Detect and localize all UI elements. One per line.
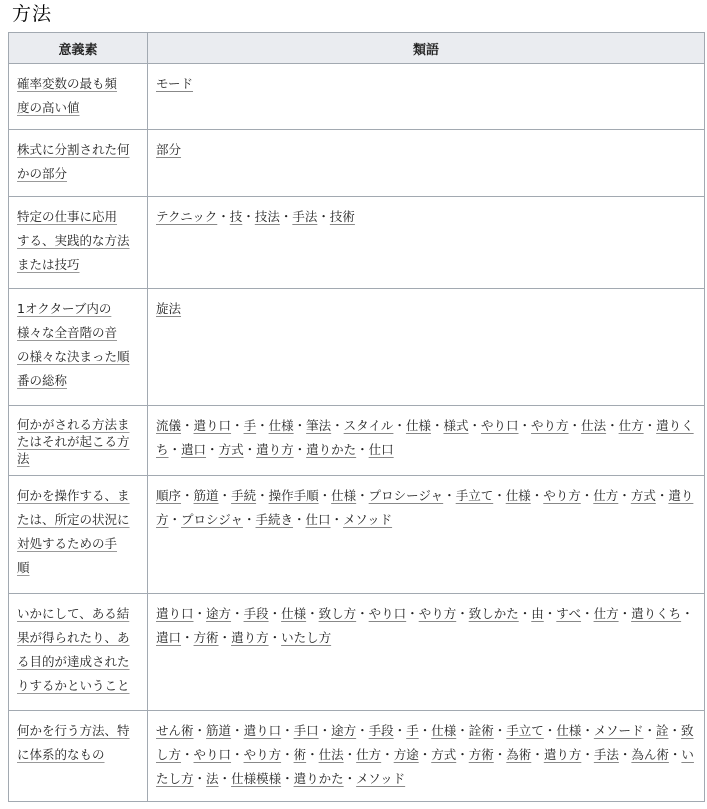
table-header-row	[9, 33, 705, 64]
separator: ・	[668, 747, 682, 762]
separator: ・	[330, 512, 344, 527]
synonym-link[interactable]: 法	[206, 771, 219, 786]
separator: ・	[331, 418, 344, 433]
separator: ・	[231, 723, 244, 738]
synonym-link[interactable]: 方式	[431, 747, 457, 762]
synonym-link[interactable]: せん術	[156, 723, 194, 738]
synonym-link[interactable]: 手法	[593, 747, 619, 762]
separator: ・	[306, 606, 319, 621]
separator: ・	[580, 488, 594, 503]
synonym-link[interactable]: 部分	[156, 142, 182, 157]
separator: ・	[581, 723, 594, 738]
meaning-cell	[9, 64, 148, 130]
synonym-link[interactable]: 途方	[331, 723, 357, 738]
synonym-link[interactable]: やり方	[543, 488, 581, 503]
separator: ・	[456, 747, 469, 762]
synonym-link[interactable]: プロシジャ	[181, 512, 243, 527]
synonym-link[interactable]: 遣りかた	[306, 442, 357, 457]
separator: ・	[193, 771, 207, 786]
synonym-link[interactable]: 手段	[243, 606, 269, 621]
separator: ・	[668, 723, 682, 738]
synonym-link[interactable]: やり口	[368, 606, 407, 621]
separator: ・	[393, 723, 407, 738]
synonym-link[interactable]: 手	[406, 723, 419, 738]
meaning-cell	[9, 289, 148, 406]
synonym-link[interactable]: 方術	[468, 747, 494, 762]
meaning-text: る目的が達成された	[17, 654, 130, 669]
separator: ・	[430, 418, 444, 433]
synonym-link[interactable]: 為ん術	[631, 747, 669, 762]
meaning-cell	[9, 476, 148, 594]
separator: ・	[279, 209, 293, 224]
separator: ・	[493, 488, 506, 503]
synonyms-cell	[148, 594, 705, 711]
separator: ・	[543, 606, 557, 621]
synonym-link[interactable]: 遣りくち	[631, 606, 682, 621]
meaning-text: 法	[17, 451, 30, 466]
synonym-link[interactable]: 旋法	[156, 301, 182, 316]
separator: ・	[168, 442, 182, 457]
separator: ・	[518, 606, 532, 621]
synonym-link[interactable]: 仕様	[405, 418, 431, 433]
synonym-link[interactable]: 詮	[656, 723, 669, 738]
separator: ・	[243, 442, 257, 457]
separator: ・	[242, 209, 255, 224]
synonym-link[interactable]: 遣り方	[156, 488, 694, 527]
synonym-link[interactable]: やり口	[481, 418, 519, 433]
synonym-link[interactable]: 技術	[329, 209, 355, 224]
separator: ・	[393, 418, 406, 433]
table-body	[9, 64, 705, 802]
synonyms-cell	[148, 711, 705, 802]
synonym-link[interactable]: 遣り方	[231, 630, 269, 645]
meaning-text: 特定の仕事に応用	[17, 209, 118, 224]
synonyms-cell	[148, 406, 705, 476]
synonym-link[interactable]: 遣り口	[156, 606, 194, 621]
separator: ・	[643, 418, 657, 433]
meaning-text: 確率変数の最も頻	[17, 76, 118, 91]
separator: ・	[655, 488, 669, 503]
separator: ・	[193, 606, 207, 621]
column-header-synonyms: 類語	[148, 33, 705, 64]
separator: ・	[618, 747, 632, 762]
synonym-link[interactable]: 手段	[368, 723, 394, 738]
synonym-link[interactable]: 遣口	[181, 442, 207, 457]
separator: ・	[193, 723, 207, 738]
separator: ・	[281, 771, 294, 786]
synonym-link[interactable]: プロシージャ	[368, 488, 444, 503]
separator: ・	[618, 606, 632, 621]
synonym-link[interactable]: 筋道	[206, 723, 232, 738]
synonym-link[interactable]: 仕様	[556, 723, 582, 738]
separator: ・	[231, 747, 244, 762]
synonym-link[interactable]: 順序	[156, 488, 182, 503]
synonym-link[interactable]: 致しかた	[468, 606, 519, 621]
synonym-link[interactable]: 仕口	[368, 442, 394, 457]
meaning-text: 番の総称	[17, 373, 68, 388]
synonym-link[interactable]: 仕法	[581, 418, 607, 433]
separator: ・	[406, 606, 419, 621]
table-row	[9, 406, 705, 476]
separator: ・	[181, 488, 194, 503]
table-row	[9, 197, 705, 289]
synonym-link[interactable]: 方術	[193, 630, 219, 645]
separator: ・	[181, 747, 194, 762]
separator: ・	[281, 723, 294, 738]
synonym-link[interactable]: 仕方	[593, 488, 619, 503]
synonym-link[interactable]: 流儀	[156, 418, 182, 433]
separator: ・	[217, 209, 230, 224]
synonym-link[interactable]: 詮術	[468, 723, 494, 738]
synonym-link[interactable]: いたし方	[156, 747, 694, 786]
separator: ・	[218, 488, 232, 503]
separator: ・	[581, 747, 594, 762]
separator: ・	[618, 488, 631, 503]
synonym-link[interactable]: メソッド	[356, 771, 406, 786]
synonyms-cell	[148, 476, 705, 594]
synonym-link[interactable]: 仕様	[431, 723, 457, 738]
synonym-link[interactable]: 途方	[206, 606, 232, 621]
separator: ・	[381, 747, 394, 762]
synonym-link[interactable]: やり方	[531, 418, 569, 433]
synonym-link[interactable]: やり方	[243, 747, 282, 762]
meaning-text: 何かを操作する、ま	[17, 488, 130, 503]
synonym-link[interactable]: やり口	[193, 747, 232, 762]
separator: ・	[256, 488, 269, 503]
separator: ・	[443, 488, 456, 503]
meaning-text: 順	[17, 560, 30, 575]
page-title: 方法	[12, 3, 53, 25]
synonym-link[interactable]: 由	[531, 606, 544, 621]
synonym-link[interactable]: 筋道	[193, 488, 219, 503]
synonym-link[interactable]: 操作手順	[268, 488, 319, 503]
synonym-link[interactable]: やり方	[418, 606, 457, 621]
meaning-text: たはそれが起こる方	[17, 434, 130, 449]
separator: ・	[281, 747, 294, 762]
separator: ・	[268, 630, 282, 645]
separator: ・	[256, 418, 269, 433]
separator: ・	[343, 771, 357, 786]
synonym-link[interactable]: 手立て	[455, 488, 494, 503]
separator: ・	[468, 418, 481, 433]
synonym-link[interactable]: 手法	[292, 209, 318, 224]
synonym-link[interactable]: メソード	[593, 723, 644, 738]
separator: ・	[518, 418, 532, 433]
synonym-link[interactable]: メソッド	[343, 512, 393, 527]
synonym-link[interactable]: 仕様	[268, 418, 294, 433]
meaning-cell	[9, 197, 148, 289]
synonym-link[interactable]: 仕法	[318, 747, 344, 762]
synonym-link[interactable]: 技法	[254, 209, 280, 224]
meaning-text: する、実践的な方法	[17, 233, 130, 248]
meaning-cell	[9, 406, 148, 476]
synonym-link[interactable]: 遣りくち	[156, 418, 694, 457]
synonym-link[interactable]: 遣りかた	[293, 771, 344, 786]
synonyms-cell	[148, 289, 705, 406]
separator: ・	[456, 723, 469, 738]
meaning-text: 何かを行う方法、特	[17, 723, 130, 738]
meaning-text: 様々な全音階の音	[17, 325, 118, 340]
separator: ・	[530, 488, 544, 503]
synonym-link[interactable]: 致し方	[318, 606, 357, 621]
synonym-link[interactable]: 手	[243, 418, 257, 433]
synonym-link[interactable]: 手続	[231, 488, 257, 503]
separator: ・	[356, 488, 369, 503]
separator: ・	[543, 723, 557, 738]
synonyms-cell	[148, 130, 705, 197]
synonym-link[interactable]: 様式	[443, 418, 469, 433]
separator: ・	[231, 606, 244, 621]
synonym-link[interactable]: スタイル	[343, 418, 394, 433]
separator: ・	[317, 209, 330, 224]
meaning-text: に体系的なもの	[17, 747, 105, 762]
synonym-link[interactable]: 仕方	[356, 747, 382, 762]
separator: ・	[606, 418, 619, 433]
separator: ・	[356, 606, 369, 621]
separator: ・	[581, 606, 594, 621]
synonyms-cell	[148, 64, 705, 130]
synonym-link[interactable]: 筆法	[306, 418, 332, 433]
separator: ・	[231, 418, 244, 433]
separator: ・	[456, 606, 469, 621]
separator: ・	[418, 747, 432, 762]
synonym-link[interactable]: 仕方	[618, 418, 644, 433]
separator: ・	[293, 512, 306, 527]
meaning-text: 何かがされる方法ま	[17, 417, 130, 432]
separator: ・	[493, 747, 507, 762]
separator: ・	[168, 512, 182, 527]
synonyms-cell	[148, 197, 705, 289]
meaning-cell	[9, 130, 148, 197]
thesaurus-table	[8, 32, 705, 802]
separator: ・	[306, 747, 319, 762]
separator: ・	[681, 606, 694, 621]
synonym-link[interactable]: 仕口	[305, 512, 331, 527]
separator: ・	[568, 418, 582, 433]
separator: ・	[531, 747, 544, 762]
meaning-text: または技巧	[17, 257, 80, 272]
meaning-text: 1オクターブ内の	[17, 301, 112, 316]
synonym-link[interactable]: 仕様	[505, 488, 531, 503]
separator: ・	[356, 442, 369, 457]
table-row	[9, 594, 705, 711]
meaning-cell	[9, 711, 148, 802]
synonym-link[interactable]: いたし方	[281, 630, 332, 645]
table-row	[9, 130, 705, 197]
synonym-link[interactable]: 術	[293, 747, 307, 762]
meaning-text: りするかということ	[17, 678, 130, 693]
synonym-link[interactable]: 遣り口	[193, 418, 232, 433]
separator: ・	[318, 488, 332, 503]
meaning-text: いかにして、ある結	[17, 606, 130, 621]
separator: ・	[493, 723, 507, 738]
synonym-link[interactable]: 仕様	[331, 488, 357, 503]
meaning-text: たは、所定の状況に	[17, 512, 130, 527]
separator: ・	[181, 630, 194, 645]
separator: ・	[293, 418, 307, 433]
synonym-link[interactable]: 方式	[218, 442, 244, 457]
meaning-text: の様々な決まった順	[17, 349, 130, 364]
synonym-link[interactable]: モード	[156, 76, 194, 91]
synonym-link[interactable]: すべ	[556, 606, 582, 621]
synonym-link[interactable]: 仕様	[281, 606, 307, 621]
separator: ・	[293, 442, 307, 457]
synonym-link[interactable]: 遣り口	[243, 723, 282, 738]
table-row	[9, 289, 705, 406]
synonym-link[interactable]: 手口	[293, 723, 319, 738]
separator: ・	[356, 723, 369, 738]
synonym-link[interactable]: 仕方	[593, 606, 619, 621]
table-row	[9, 476, 705, 594]
synonym-link[interactable]: 技	[229, 209, 243, 224]
separator: ・	[242, 512, 256, 527]
synonym-link[interactable]: 遣り方	[256, 442, 294, 457]
separator: ・	[343, 747, 357, 762]
meaning-text: 果が得られたり、あ	[17, 630, 130, 645]
synonym-link[interactable]: 方途	[393, 747, 419, 762]
meaning-text: 対処するための手	[17, 536, 118, 551]
meaning-text: かの部分	[17, 166, 68, 181]
meaning-text: 度の高い値	[17, 100, 80, 115]
synonym-link[interactable]: 遣口	[156, 630, 182, 645]
synonym-link[interactable]: 手続き	[255, 512, 294, 527]
separator: ・	[268, 606, 282, 621]
column-header-meaning: 意義素	[9, 33, 148, 64]
separator: ・	[218, 630, 232, 645]
table-row	[9, 711, 705, 802]
separator: ・	[206, 442, 219, 457]
synonym-link[interactable]: 手立て	[506, 723, 544, 738]
synonym-link[interactable]: 致し方	[156, 723, 694, 762]
separator: ・	[318, 723, 332, 738]
synonym-link[interactable]: 方式	[630, 488, 656, 503]
meaning-cell	[9, 594, 148, 711]
synonym-link[interactable]: 為術	[506, 747, 532, 762]
meaning-text: 株式に分割された何	[17, 142, 130, 157]
synonym-link[interactable]: 仕様模様	[231, 771, 282, 786]
separator: ・	[418, 723, 432, 738]
separator: ・	[643, 723, 656, 738]
synonym-link[interactable]: 遣り方	[543, 747, 582, 762]
separator: ・	[181, 418, 194, 433]
table-row	[9, 64, 705, 130]
synonym-link[interactable]: テクニック	[156, 209, 218, 224]
separator: ・	[218, 771, 232, 786]
